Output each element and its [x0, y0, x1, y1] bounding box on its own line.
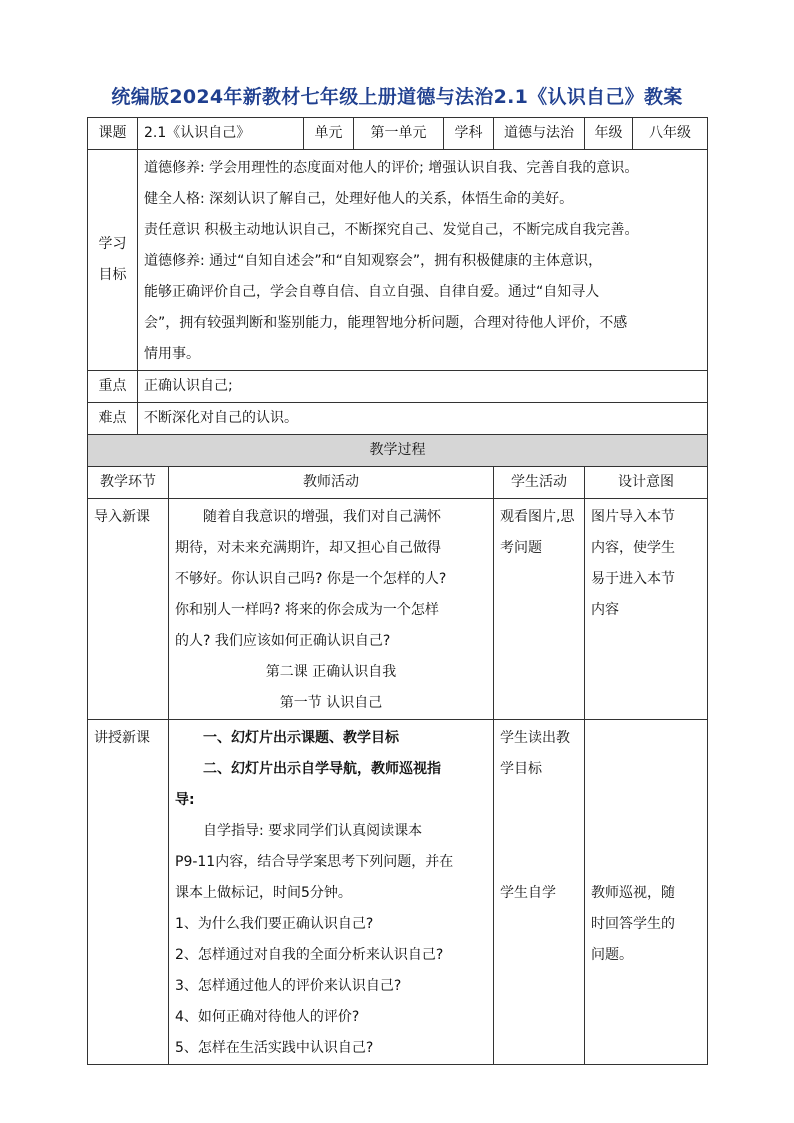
guide-line: 自学指导: 要求同学们认真阅读课本: [203, 823, 423, 839]
process-header-row: [88, 435, 708, 467]
goal-line: 道德修养: 学会用理性的态度面对他人的评价; 增强认识自我、完善自我的意识。: [144, 160, 639, 176]
process-columns-row: [88, 467, 708, 499]
difficulty-row: [88, 403, 708, 435]
intro-student-line: 考问题: [500, 540, 543, 556]
intro-student: [494, 499, 585, 720]
column-teacher: 教师活动: [169, 467, 494, 499]
goal-line: 能够正确评价自己，学会自尊自信、自立自强、自律自爱。通过“自知寻人: [144, 284, 600, 300]
grade-label: 年级: [585, 118, 633, 150]
chapter-title: 第二课 正确认识自我: [265, 664, 397, 680]
difficulty-value: 不断深化对自己的认识。: [138, 403, 708, 435]
goal-line: 情用事。: [144, 346, 200, 362]
process-header: 教学过程: [88, 435, 708, 467]
teach-step-2-cont: 导:: [175, 792, 195, 808]
teach-intent-line: 时回答学生的: [591, 916, 676, 932]
key-point-label: 重点: [88, 371, 138, 403]
column-student: 学生活动: [494, 467, 585, 499]
subject-label: 学科: [444, 118, 494, 150]
intro-intent-line: 内容: [591, 602, 620, 618]
intro-teacher-line: 你和别人一样吗? 将来的你会成为一个怎样: [175, 602, 439, 618]
goals-row: [88, 150, 708, 371]
intro-intent-line: 内容，使学生: [591, 540, 676, 556]
subject-value: 道德与法治: [494, 118, 585, 150]
column-stage: 教学环节: [88, 467, 169, 499]
intro-stage: 导入新课: [88, 499, 169, 720]
intro-teacher: [169, 499, 494, 720]
goals-label-line-1: 学习: [98, 236, 127, 252]
goal-line: 责任意识 积极主动地认识自己，不断探究自己、发觉自己，不断完成自我完善。: [144, 222, 639, 238]
intro-intent: [585, 499, 708, 720]
teach-row: [88, 720, 708, 1065]
key-point-value: 正确认识自己;: [138, 371, 708, 403]
lesson-value: 2.1《认识自己》: [138, 118, 304, 150]
goals-label: [88, 150, 138, 371]
lesson-label: 课题: [88, 118, 138, 150]
grade-value: 八年级: [633, 118, 708, 150]
intro-intent-line: 图片导入本节: [591, 509, 676, 525]
teach-student-line: 学目标: [500, 761, 543, 777]
intro-teacher-line: 的人? 我们应该如何正确认识自己?: [175, 633, 391, 649]
goal-line: 健全人格: 深刻认识了解自己，处理好他人的关系，体悟生命的美好。: [144, 191, 574, 207]
question-item: 5、怎样在生活实践中认识自己?: [175, 1040, 374, 1056]
goals-content: [138, 150, 708, 371]
lesson-plan-table: [87, 117, 708, 1065]
intro-teacher-line: 期待，对未来充满期许，却又担心自己做得: [175, 540, 441, 556]
teach-student: [494, 720, 585, 1065]
guide-line: P9-11内容，结合导学案思考下列问题，并在: [175, 854, 454, 870]
teach-student-line: 学生读出教: [500, 730, 571, 746]
teach-intent: [585, 720, 708, 1065]
intro-row: [88, 499, 708, 720]
section-title: 第一节 认识自己: [279, 695, 383, 711]
question-item: 3、怎样通过他人的评价来认识自己?: [175, 978, 402, 994]
difficulty-label: 难点: [88, 403, 138, 435]
intro-intent-line: 易于进入本节: [591, 571, 676, 587]
teach-intent-line: 教师巡视，随: [591, 885, 676, 901]
question-item: 2、怎样通过对自我的全面分析来认识自己?: [175, 947, 444, 963]
question-item: 1、为什么我们要正确认识自己?: [175, 916, 374, 932]
info-row: [88, 118, 708, 150]
goal-line: 会”，拥有较强判断和鉴别能力，能理智地分析问题，合理对待他人评价，不感: [144, 315, 628, 331]
goal-line: 道德修养: 通过“自知自述会”和“自知观察会”，拥有积极健康的主体意识，: [144, 253, 603, 269]
teach-student-self-study: 学生自学: [500, 885, 557, 901]
teach-intent-line: 问题。: [591, 947, 634, 963]
teach-step-2: 二、幻灯片出示自学导航，教师巡视指: [203, 761, 441, 777]
intro-teacher-line: 随着自我意识的增强，我们对自己满怀: [203, 509, 441, 525]
key-point-row: [88, 371, 708, 403]
document-title: 统编版2024年新教材七年级上册道德与法治2.1《认识自己》教案: [111, 86, 683, 108]
teach-teacher: [169, 720, 494, 1065]
teach-step-1: 一、幻灯片出示课题、教学目标: [203, 730, 399, 746]
unit-value: 第一单元: [354, 118, 444, 150]
guide-line: 课本上做标记，时间5分钟。: [175, 885, 352, 901]
question-item: 4、如何正确对待他人的评价?: [175, 1009, 360, 1025]
unit-label: 单元: [304, 118, 354, 150]
intro-student-line: 观看图片,思: [500, 509, 575, 525]
goals-label-line-2: 目标: [98, 267, 127, 283]
teach-stage: 讲授新课: [88, 720, 169, 1065]
intro-teacher-line: 不够好。你认识自己吗? 你是一个怎样的人?: [175, 571, 447, 587]
column-intent: 设计意图: [585, 467, 708, 499]
